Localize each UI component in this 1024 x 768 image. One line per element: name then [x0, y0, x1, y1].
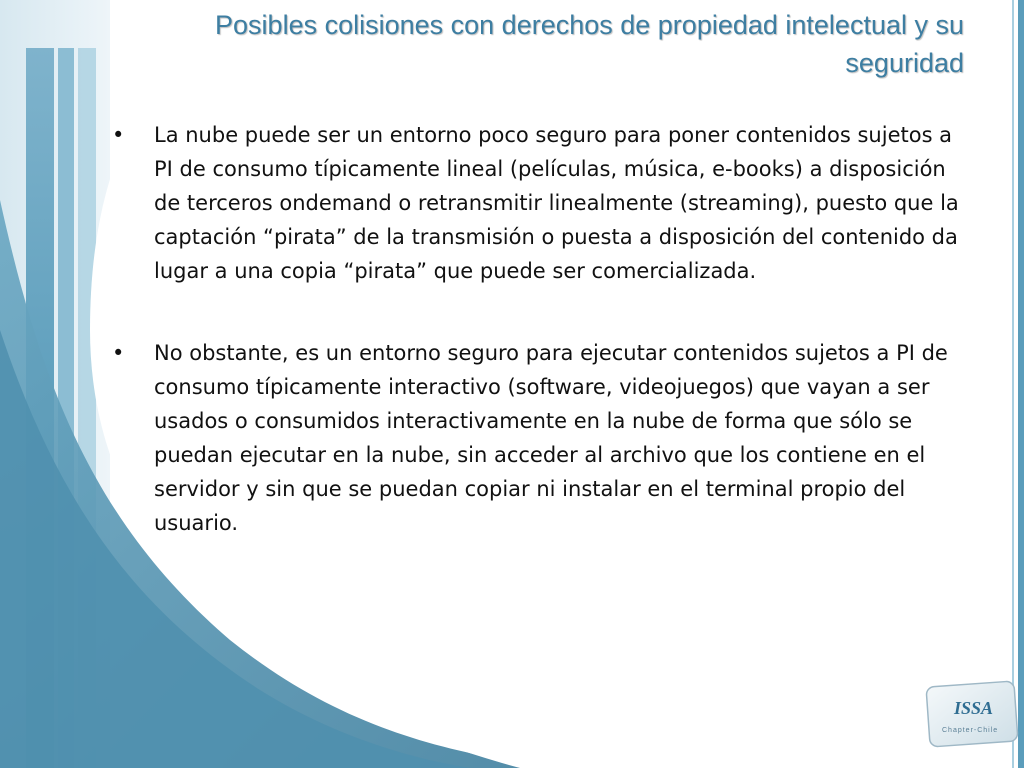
bullet-icon: • — [112, 341, 125, 365]
bullet-text: No obstante, es un entorno seguro para ejecutar contenidos sujetos a PI de consumo típicamente interactivo (software, videojuegos) que vayan a ser usados o consumidos interactivamente en la nube de forma que sólo se puedan ejecutar en la nube, sin acceder al archivo que los contiene en el servidor y sin que se puedan copiar ni instalar en el terminal propio del usuario. — [154, 341, 948, 535]
list-item — [112, 118, 972, 288]
logo-subtitle: Chapter-Chile — [942, 727, 999, 734]
slide-title: Posibles colisiones con derechos de propiedad intelectual y su seguridad — [215, 10, 964, 78]
bullet-text: La nube puede ser un entorno poco seguro para poner contenidos sujetos a PI de consumo típicamente lineal (películas, música, e-books) a disposición de terceros ondemand o retransmitir linealmente (streaming), puesto que la captación “pirata” de la transmisión o puesta a disposición del contenido da lugar a una copia “pirata” que puede ser comercializada. — [154, 123, 959, 283]
list-item — [112, 336, 972, 540]
issa-logo — [924, 680, 1020, 748]
logo-text: ISSA — [954, 698, 994, 718]
bullet-icon: • — [112, 123, 125, 147]
bullet-list — [112, 118, 972, 540]
